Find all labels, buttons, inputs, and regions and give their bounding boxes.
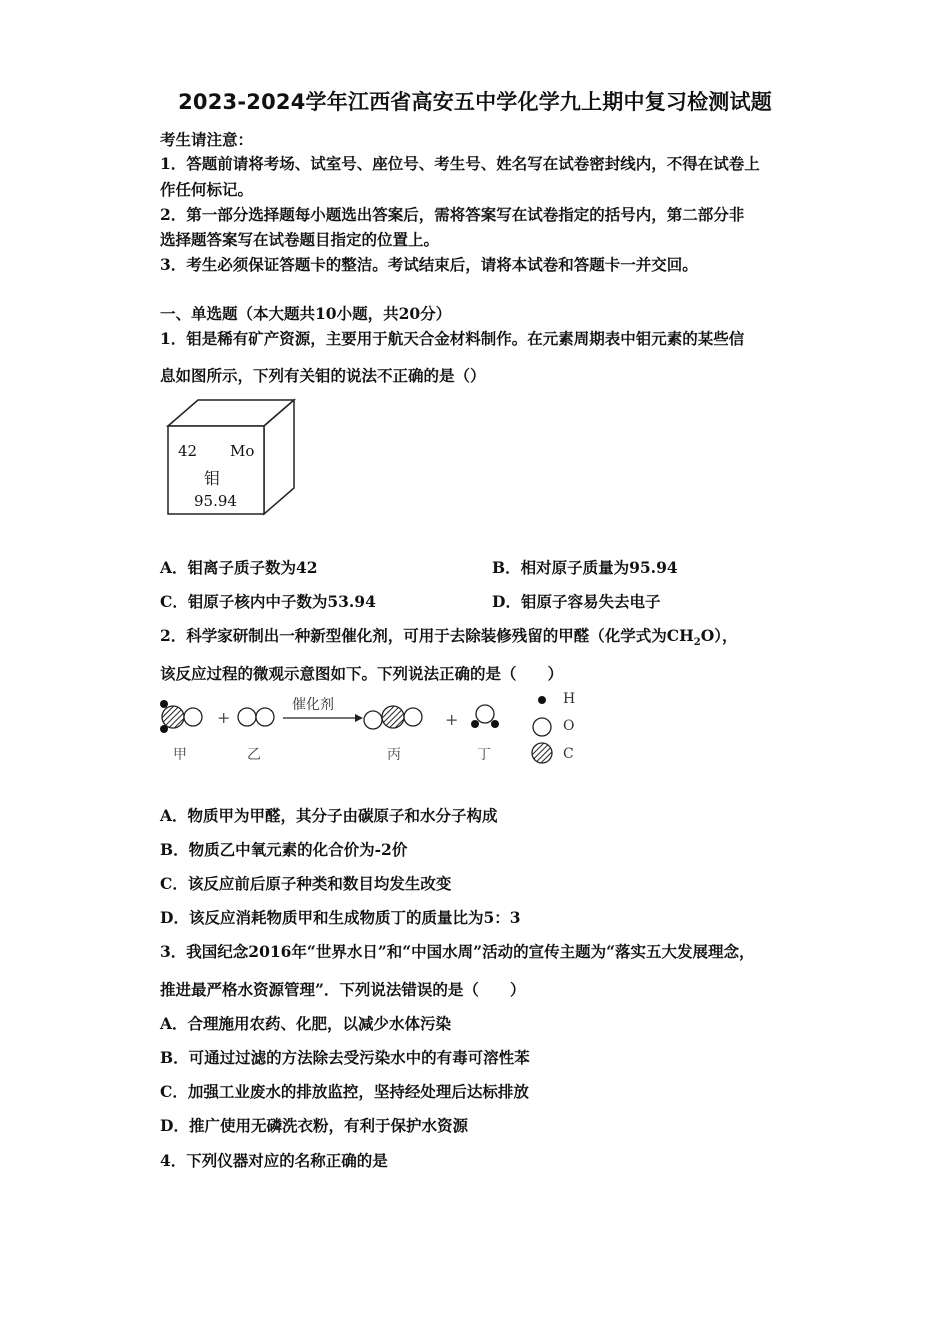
element-symbol: Mo (230, 442, 255, 460)
q1-option-c: C．钼原子核内中子数为53.94 (160, 592, 376, 611)
atomic-number: 42 (178, 442, 198, 460)
molecule-oxygen (238, 708, 274, 726)
q1-option-d: D．钼原子容易失去电子 (492, 592, 661, 611)
q3-option-b: B．可通过过滤的方法除去受污染水中的有毒可溶性苯 (160, 1048, 530, 1067)
q2-option-d: D．该反应消耗物质甲和生成物质丁的质量比为5：3 (160, 908, 521, 927)
legend-o-label: O (563, 718, 575, 734)
notice-line-2: 作任何标记。 (160, 180, 254, 199)
reaction-diagram-svg (155, 690, 595, 770)
q3-option-d: D．推广使用无磷洗衣粉，有利于保护水资源 (160, 1116, 468, 1135)
label-yi: 乙 (247, 747, 261, 763)
legend-c-label: C (563, 746, 574, 762)
reaction-arrow-head (355, 714, 363, 722)
q3-option-c: C．加强工业废水的排放监控，坚持经处理后达标排放 (160, 1082, 529, 1101)
q3-option-a: A．合理施用农药、化肥，以减少水体污染 (160, 1014, 452, 1033)
legend-oxygen-icon (533, 718, 551, 736)
plus-sign-2: + (445, 710, 459, 729)
q2-stem-post: O）， (700, 626, 738, 645)
plus-sign-1: + (217, 708, 231, 727)
label-jia: 甲 (173, 747, 187, 763)
notice-line-1: 1．答题前请将考场、试室号、座位号、考生号、姓名写在试卷密封线内，不得在试卷上 (160, 154, 760, 173)
legend-h-label: H (563, 691, 576, 707)
molecule-formaldehyde (160, 700, 202, 733)
q2-stem-line-2: 该反应过程的微观示意图如下。下列说法正确的是（ ） (160, 664, 564, 683)
q2-stem-pre: 2．科学家研制出一种新型催化剂，可用于去除装修残留的甲醛（化学式为CH (160, 626, 694, 645)
notice-line-4: 选择题答案写在试卷题目指定的位置上。 (160, 230, 440, 249)
q4-stem-line-1: 4．下列仪器对应的名称正确的是 (160, 1151, 388, 1170)
q2-option-a: A．物质甲为甲醛，其分子由碳原子和水分子构成 (160, 806, 498, 825)
q2-subscript: 2 (693, 637, 701, 649)
q1-stem-line-2: 息如图所示，下列有关钼的说法不正确的是（） (160, 366, 486, 385)
legend-hydrogen-icon (538, 696, 546, 704)
q3-stem-line-2: 推进最严格水资源管理”．下列说法错误的是（ ） (160, 980, 526, 999)
section-heading: 一、单选题（本大题共10小题，共20分） (160, 304, 452, 323)
element-card-molybdenum (160, 396, 300, 518)
reaction-diagram (155, 690, 595, 770)
q1-option-b: B．相对原子质量为95.94 (492, 558, 678, 577)
notice-heading: 考生请注意： (160, 130, 254, 149)
q2-stem-line-1 (160, 624, 738, 648)
notice-line-3: 2．第一部分选择题每小题选出答案后，需将答案写在试卷指定的括号内，第二部分非 (160, 205, 745, 224)
q2-option-c: C．该反应前后原子种类和数目均发生改变 (160, 874, 452, 893)
page-title: 2023-2024学年江西省高安五中学化学九上期中复习检测试题 (178, 90, 772, 114)
q3-stem-line-1: 3．我国纪念2016年“世界水日”和“中国水周”活动的宣传主题为“落实五大发展理念， (160, 942, 755, 961)
q2-option-b: B．物质乙中氧元素的化合价为-2价 (160, 840, 408, 859)
notice-line-5: 3．考生必须保证答题卡的整洁。考试结束后，请将本试卷和答题卡一并交回。 (160, 255, 698, 274)
legend-carbon-icon (532, 743, 552, 763)
label-ding: 丁 (477, 747, 491, 763)
q1-stem-line-1: 1．钼是稀有矿产资源，主要用于航天合金材料制作。在元素周期表中钼元素的某些信 (160, 329, 745, 348)
q1-option-a: A．钼离子质子数为42 (160, 558, 318, 577)
element-name: 钼 (204, 469, 221, 488)
label-bing: 丙 (387, 747, 401, 763)
molecule-carbon-dioxide (364, 706, 422, 729)
atomic-mass: 95.94 (194, 492, 237, 510)
catalyst-label: 催化剂 (292, 697, 334, 713)
molecule-water (471, 705, 499, 728)
